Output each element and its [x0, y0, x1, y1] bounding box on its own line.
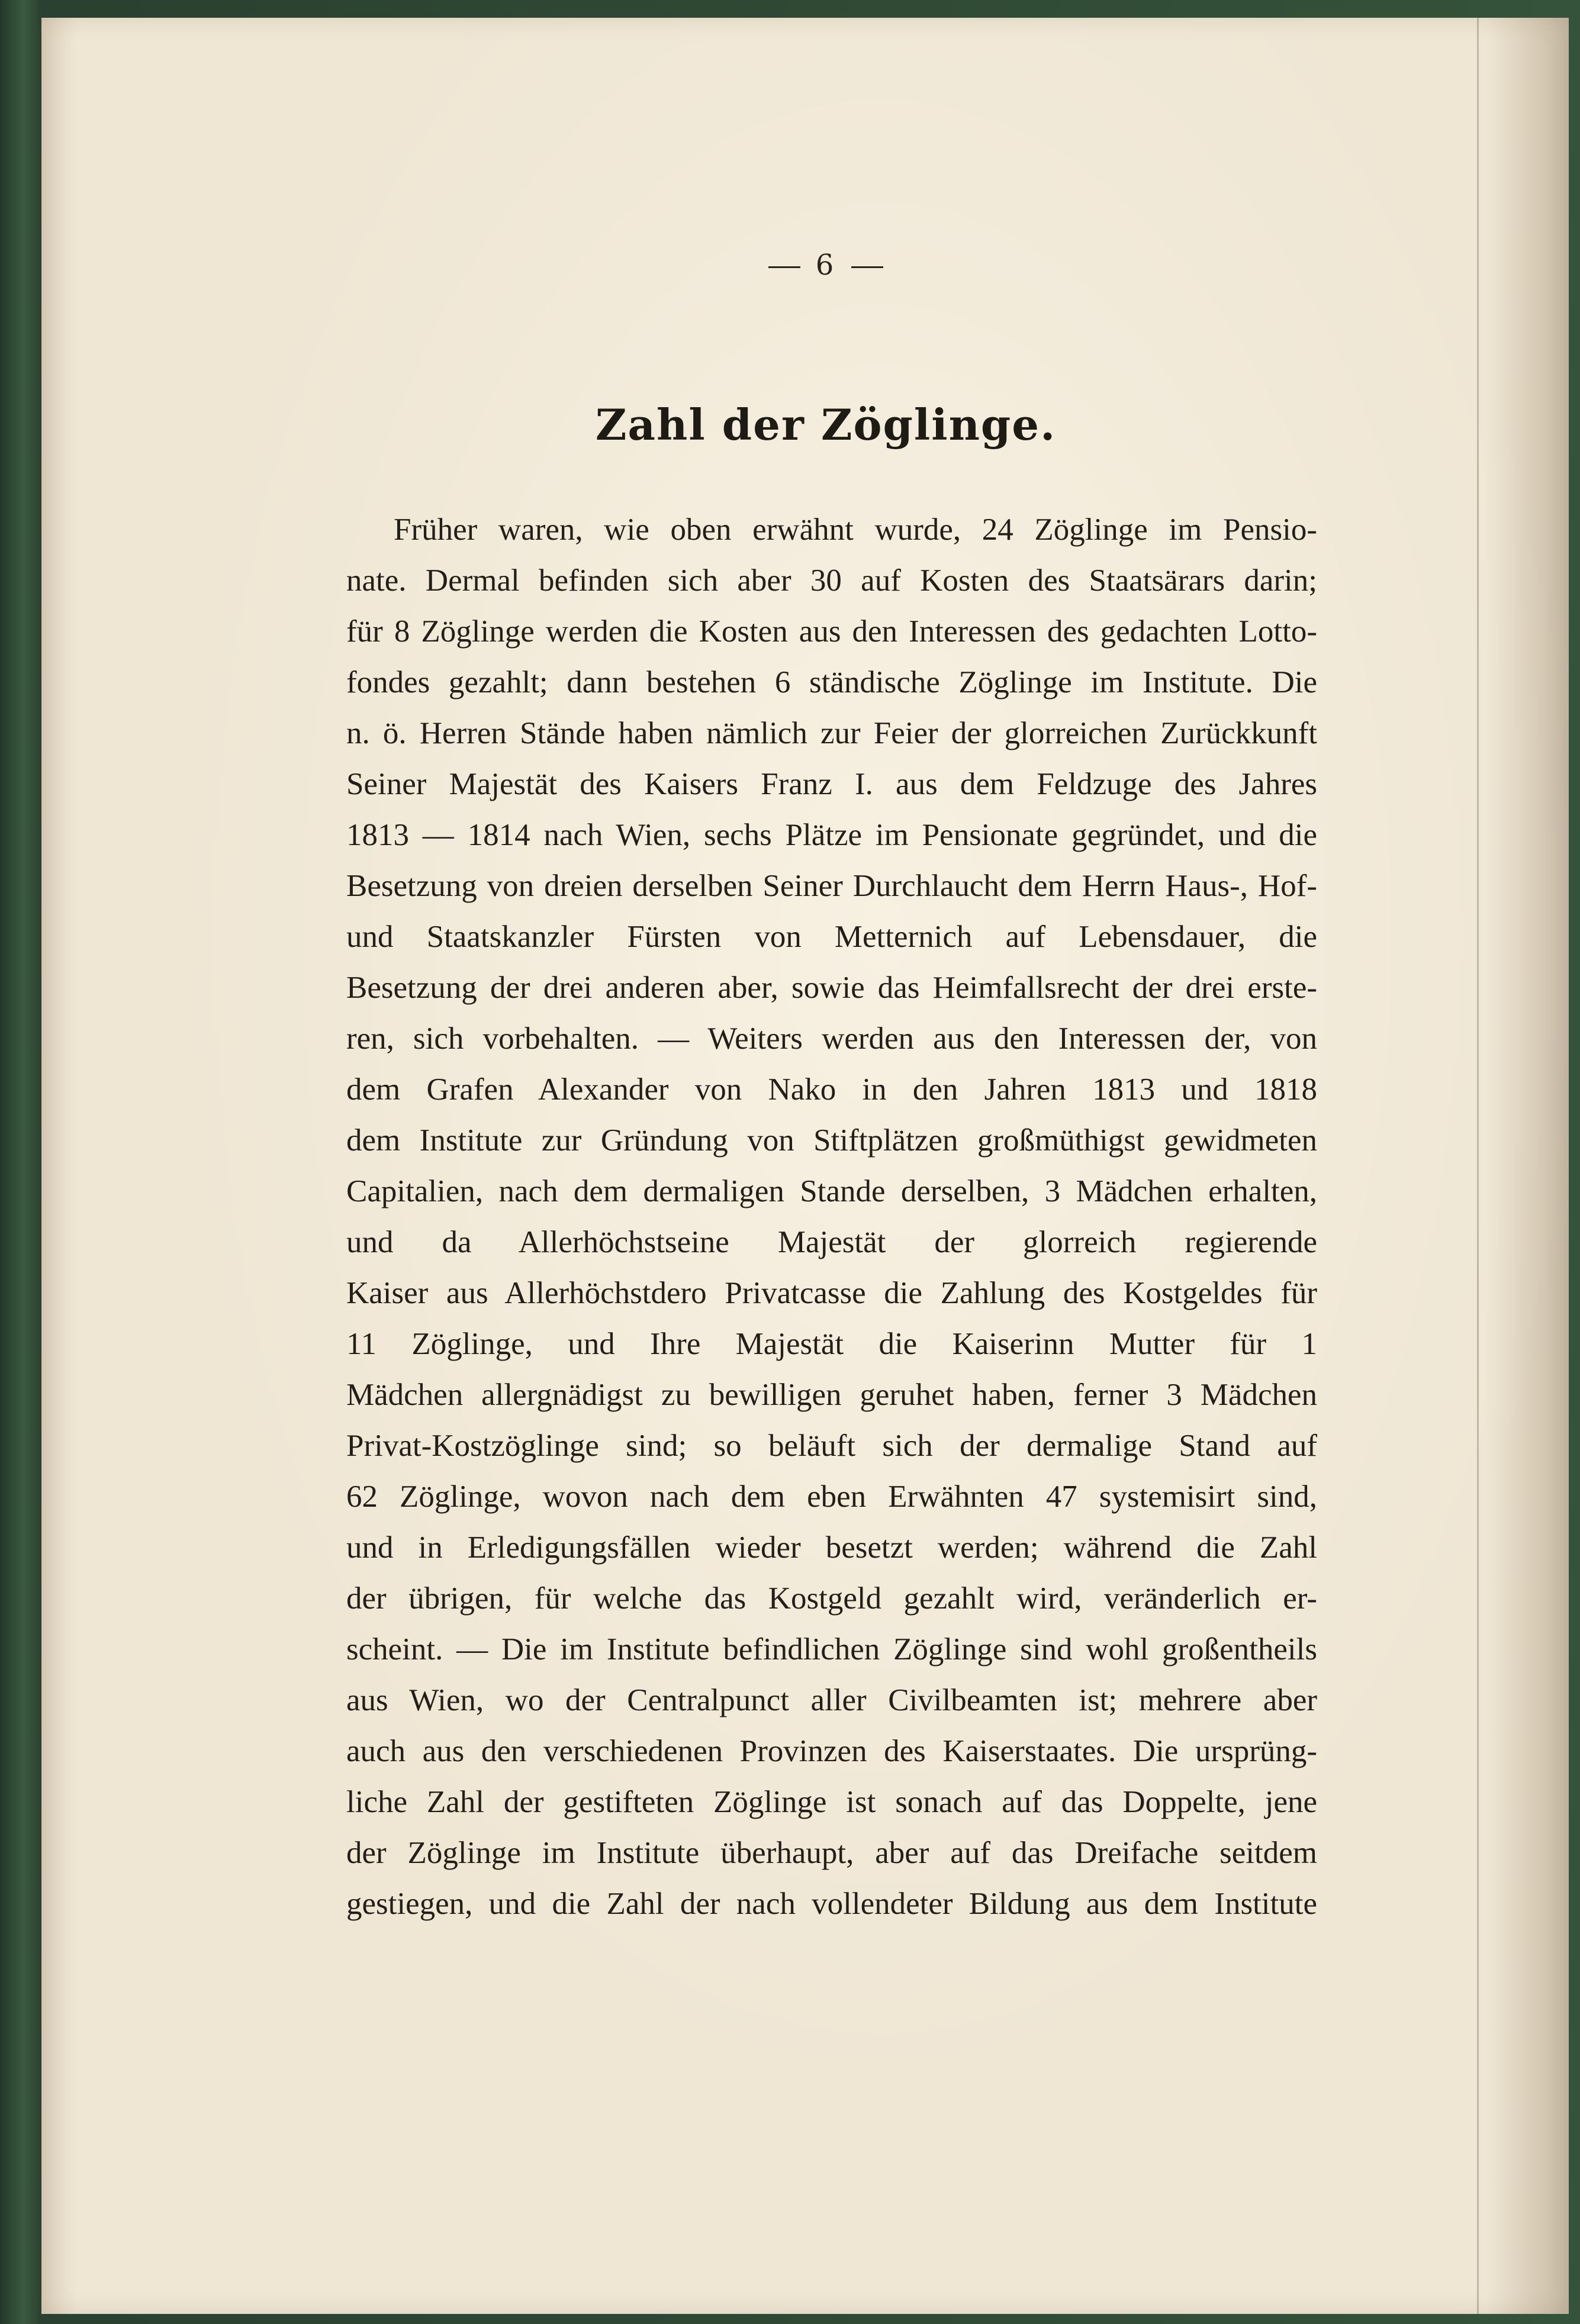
- text-line: für 8 Zöglinge werden die Kosten aus den Interessen des gedachten Lotto-: [346, 614, 1317, 649]
- page-number-dash-left: [768, 266, 800, 268]
- page-fold-line: [1477, 18, 1479, 2314]
- text-line: und in Erledigungsfällen wieder besetzt werden; während die Zahl: [346, 1530, 1317, 1565]
- text-line: der Zöglinge im Institute überhaupt, aber auf das Dreifache seitdem: [346, 1836, 1317, 1870]
- page-number-value: 6: [815, 249, 836, 282]
- page-number: [0, 249, 1580, 282]
- text-line: und da Allerhöchstseine Majestät der glorreich regierende: [346, 1225, 1317, 1259]
- text-line: Privat-Kostzöglinge sind; so beläuft sich der dermalige Stand auf: [346, 1429, 1317, 1463]
- text-line: Besetzung von dreien derselben Seiner Durchlaucht dem Herrn Haus-, Hof-: [346, 869, 1317, 903]
- text-line: n. ö. Herren Stände haben nämlich zur Feier der glorreichen Zurückkunft: [346, 716, 1317, 750]
- text-line: liche Zahl der gestifteten Zöglinge ist sonach auf das Doppelte, jene: [346, 1785, 1317, 1819]
- text-line: Besetzung der drei anderen aber, sowie das Heimfallsrecht der drei erste-: [346, 971, 1317, 1005]
- text-line: der übrigen, für welche das Kostgeld gezahlt wird, veränderlich er-: [346, 1581, 1317, 1616]
- body-text: [346, 504, 1317, 1929]
- text-line: 1813 — 1814 nach Wien, sechs Plätze im Pensionate gegründet, und die: [346, 818, 1317, 852]
- text-line: Kaiser aus Allerhöchstdero Privatcasse die Zahlung des Kostgeldes für: [346, 1276, 1317, 1310]
- text-line: scheint. — Die im Institute befindlichen Zöglinge sind wohl großentheils: [346, 1632, 1317, 1667]
- text-line: Seiner Majestät des Kaisers Franz I. aus dem Feldzuge des Jahres: [346, 767, 1317, 801]
- text-line: dem Institute zur Gründung von Stiftplätzen großmüthigst gewidmeten: [346, 1123, 1317, 1158]
- text-line: fondes gezahlt; dann bestehen 6 ständische Zöglinge im Institute. Die: [346, 665, 1317, 700]
- text-line: auch aus den verschiedenen Provinzen des Kaiserstaates. Die ursprüng-: [346, 1734, 1317, 1768]
- page-number-dash-right: [851, 266, 883, 268]
- section-heading: Zahl der Zöglinge.: [595, 399, 1057, 450]
- text-line: ren, sich vorbehalten. — Weiters werden aus den Interessen der, von: [346, 1021, 1317, 1056]
- text-line: 11 Zöglinge, und Ihre Majestät die Kaiserinn Mutter für 1: [346, 1327, 1317, 1361]
- text-line: Früher waren, wie oben erwähnt wurde, 24 Zöglinge im Pensio-: [394, 512, 1317, 547]
- text-line: nate. Dermal befinden sich aber 30 auf Kosten des Staatsärars darin;: [346, 563, 1317, 598]
- text-line: 62 Zöglinge, wovon nach dem eben Erwähnten 47 systemisirt sind,: [346, 1480, 1317, 1514]
- text-line: und Staatskanzler Fürsten von Metternich auf Lebensdauer, die: [346, 920, 1317, 954]
- text-line: Capitalien, nach dem dermaligen Stande derselben, 3 Mädchen erhalten,: [346, 1174, 1317, 1208]
- text-line: gestiegen, und die Zahl der nach vollendeter Bildung aus dem Institute: [346, 1887, 1317, 1921]
- text-line: aus Wien, wo der Centralpunct aller Civilbeamten ist; mehrere aber: [346, 1683, 1317, 1717]
- text-line: Mädchen allergnädigst zu bewilligen geruhet haben, ferner 3 Mädchen: [346, 1378, 1317, 1412]
- text-line: dem Grafen Alexander von Nako in den Jahren 1813 und 1818: [346, 1072, 1317, 1107]
